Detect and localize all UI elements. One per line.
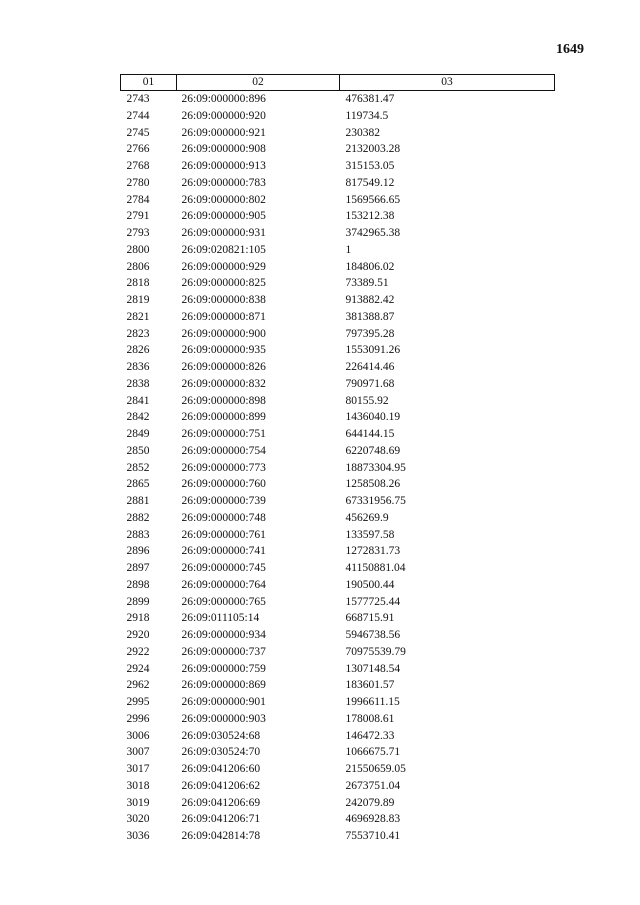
table-row [121,208,555,225]
cell-cadastral-number: 26:09:000000:934 [181,629,266,641]
cell-value: 1996611.15 [345,696,400,708]
table-row [121,778,555,795]
column-header-03: 03 [340,75,555,91]
cell-id: 2995 [126,696,150,708]
table-row [121,677,555,694]
cell-id: 2821 [126,310,150,323]
table-row [121,761,555,778]
cell-value: 315153.05 [345,160,395,172]
cell-cadastral-number: 26:09:000000:751 [181,428,266,440]
column-header-02: 02 [177,75,340,91]
cell-value: 80155.92 [345,394,389,407]
cell-value: 7553710.41 [345,830,401,842]
cell-cadastral-number: 26:09:000000:802 [181,193,266,206]
cell-id: 2744 [126,109,150,122]
table-row [121,744,555,761]
cell-cadastral-number: 26:09:041206:60 [181,763,261,775]
cell-cadastral-number: 26:09:011105:14 [181,612,260,625]
table-row [121,342,555,359]
cell-value: 184806.02 [345,260,395,273]
cell-id: 2780 [126,176,150,189]
cell-id: 2849 [126,428,150,440]
cell-id: 2897 [126,562,150,574]
cell-id: 2836 [126,361,150,373]
cell-value: 5946738.56 [345,629,401,641]
table-row [121,527,555,544]
table-row [121,158,555,175]
cell-value: 1577725.44 [345,595,401,608]
cell-cadastral-number: 26:09:000000:761 [181,528,266,541]
cell-cadastral-number: 26:09:000000:900 [181,327,266,340]
table-row [121,510,555,527]
table-row [121,627,555,644]
cell-cadastral-number: 26:09:000000:920 [181,109,266,122]
cell-id: 3019 [126,796,150,809]
cell-id: 2850 [126,444,150,457]
cell-id: 2791 [126,210,150,223]
cell-id: 2962 [126,679,150,692]
cell-id: 2896 [126,545,150,558]
table-row [121,175,555,192]
table-body [121,91,555,845]
cell-cadastral-number: 26:09:000000:901 [181,696,266,708]
table-row [121,409,555,426]
table-row [121,493,555,510]
cell-cadastral-number: 26:09:000000:739 [181,495,266,507]
table-row [121,91,555,108]
table-row [121,359,555,376]
cell-id: 2818 [126,277,150,290]
table-header-row [121,75,555,91]
cell-id: 2838 [126,377,150,390]
cell-id: 3036 [126,830,150,842]
cell-cadastral-number: 26:09:000000:745 [181,562,266,574]
page-number: 1649 [556,42,584,57]
cell-cadastral-number: 26:09:000000:896 [181,93,266,105]
cell-value: 381388.87 [345,310,395,323]
cell-cadastral-number: 26:09:030524:70 [181,746,261,759]
cell-cadastral-number: 26:09:000000:905 [181,210,266,223]
cell-value: 183601.57 [345,679,395,692]
cell-value: 1258508.26 [345,478,401,491]
cell-cadastral-number: 26:09:000000:931 [181,227,266,239]
table-row [121,225,555,242]
table-row [121,275,555,292]
cell-cadastral-number: 26:09:000000:929 [181,260,266,273]
table-row [121,543,555,560]
cell-value: 644144.15 [345,428,395,440]
cell-cadastral-number: 26:09:000000:737 [181,645,266,658]
cell-id: 2922 [126,645,150,658]
table-row [121,192,555,209]
cell-value: 1436040.19 [345,411,401,424]
cell-cadastral-number: 26:09:000000:783 [181,176,266,189]
cell-value: 73389.51 [345,277,389,290]
cell-id: 2823 [126,327,150,340]
table-row [121,811,555,828]
table-row [121,376,555,393]
cell-cadastral-number: 26:09:020821:105 [181,243,266,256]
cell-cadastral-number: 26:09:000000:898 [181,394,266,407]
cell-cadastral-number: 26:09:000000:773 [181,461,266,474]
cell-id: 2865 [126,478,150,491]
table-row [121,728,555,745]
cell-id: 2842 [126,411,150,424]
cell-id: 2996 [126,712,150,725]
cell-id: 2768 [126,160,150,172]
cell-id: 2920 [126,629,150,641]
column-header-01: 01 [121,75,177,91]
cell-cadastral-number: 26:09:041206:69 [181,796,261,809]
cell-value: 70975539.79 [345,645,406,658]
cell-cadastral-number: 26:09:000000:825 [181,277,266,290]
cell-id: 2883 [126,528,150,541]
cell-cadastral-number: 26:09:041206:62 [181,779,261,792]
cell-id: 2881 [126,495,150,507]
cell-value: 21550659.05 [345,763,406,775]
cell-id: 3017 [126,763,150,775]
cell-value: 2673751.04 [345,779,401,792]
table-row [121,711,555,728]
cell-id: 2918 [126,612,150,625]
cell-id: 3020 [126,813,150,826]
cell-value: 1 [345,243,352,256]
cell-value: 817549.12 [345,176,395,189]
cell-value: 41150881.04 [345,562,406,574]
cell-value: 1066675.71 [345,746,401,759]
cell-id: 2743 [126,93,150,105]
cell-cadastral-number: 26:09:000000:764 [181,578,266,591]
cell-cadastral-number: 26:09:000000:913 [181,160,266,172]
table-row [121,594,555,611]
data-table [120,74,555,845]
cell-cadastral-number: 26:09:000000:838 [181,294,266,306]
table-row [121,694,555,711]
cell-id: 2745 [126,126,150,139]
cell-value: 790971.68 [345,377,395,390]
cell-id: 2766 [126,143,150,156]
table-row [121,309,555,326]
cell-value: 6220748.69 [345,444,401,457]
table-row [121,476,555,493]
cell-cadastral-number: 26:09:000000:869 [181,679,266,692]
cell-id: 2826 [126,344,150,357]
cell-id: 2899 [126,595,150,608]
cell-cadastral-number: 26:09:000000:832 [181,377,266,390]
cell-value: 242079.89 [345,796,395,809]
cell-value: 3742965.38 [345,227,401,239]
cell-value: 226414.46 [345,361,395,373]
cell-cadastral-number: 26:09:000000:903 [181,712,266,725]
table-row [121,393,555,410]
cell-id: 2793 [126,227,150,239]
cell-value: 146472.33 [345,729,395,742]
cell-cadastral-number: 26:09:030524:68 [181,729,261,742]
cell-cadastral-number: 26:09:000000:760 [181,478,266,491]
cell-value: 67331956.75 [345,495,406,507]
cell-id: 2898 [126,578,150,591]
table-row [121,795,555,812]
cell-id: 3018 [126,779,150,792]
table-row [121,661,555,678]
cell-value: 1307148.54 [345,662,401,675]
cell-cadastral-number: 26:09:000000:935 [181,344,266,357]
cell-value: 1272831.73 [345,545,401,558]
cell-value: 230382 [345,126,380,139]
table-row [121,242,555,259]
cell-id: 2882 [126,511,150,524]
cell-id: 2841 [126,394,150,407]
cell-cadastral-number: 26:09:000000:759 [181,662,266,675]
cell-id: 2784 [126,193,150,206]
cell-id: 3007 [126,746,150,759]
cell-id: 3006 [126,729,150,742]
cell-value: 119734.5 [345,109,389,122]
cell-cadastral-number: 26:09:000000:871 [181,310,266,323]
table-row [121,292,555,309]
cell-value: 153212.38 [345,210,395,223]
cell-cadastral-number: 26:09:000000:754 [181,444,266,457]
table-row [121,460,555,477]
cell-value: 476381.47 [345,93,395,105]
cell-id: 2819 [126,294,150,306]
table-row [121,108,555,125]
table-row [121,326,555,343]
cell-value: 913882.42 [345,294,395,306]
cell-value: 2132003.28 [345,143,401,156]
table-row [121,828,555,845]
cell-value: 4696928.83 [345,813,401,826]
cell-id: 2800 [126,243,150,256]
cell-value: 133597.58 [345,528,395,541]
table-row [121,141,555,158]
cell-value: 178008.61 [345,712,395,725]
cell-value: 668715.91 [345,612,395,625]
cell-value: 190500.44 [345,578,395,591]
cell-cadastral-number: 26:09:000000:748 [181,511,266,524]
table-row [121,259,555,276]
cell-value: 1553091.26 [345,344,401,357]
cell-cadastral-number: 26:09:000000:921 [181,126,266,139]
cell-cadastral-number: 26:09:042814:78 [181,830,261,842]
cell-value: 797395.28 [345,327,395,340]
cell-cadastral-number: 26:09:000000:899 [181,411,266,424]
table-row [121,125,555,142]
cell-value: 1569566.65 [345,193,401,206]
cell-value: 456269.9 [345,511,389,524]
table-row [121,560,555,577]
table-row [121,577,555,594]
cell-value: 18873304.95 [345,461,406,474]
cell-id: 2924 [126,662,150,675]
cell-cadastral-number: 26:09:000000:765 [181,595,266,608]
cell-cadastral-number: 26:09:000000:826 [181,361,266,373]
cell-cadastral-number: 26:09:000000:741 [181,545,266,558]
table-row [121,443,555,460]
cell-id: 2806 [126,260,150,273]
table-row [121,644,555,661]
cell-cadastral-number: 26:09:000000:908 [181,143,266,156]
cell-cadastral-number: 26:09:041206:71 [181,813,261,826]
cell-id: 2852 [126,461,150,474]
table-row [121,610,555,627]
table-row [121,426,555,443]
